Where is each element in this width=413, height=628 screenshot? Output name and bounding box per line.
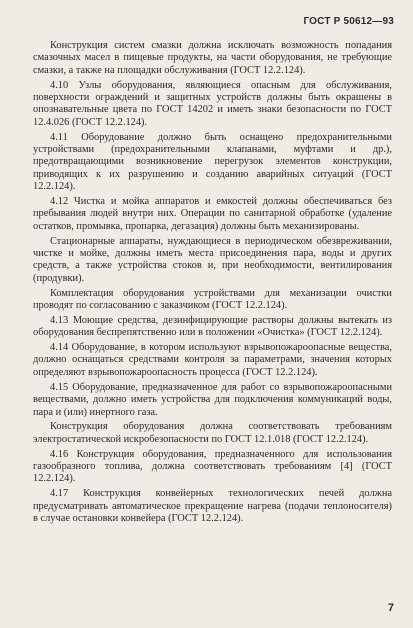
paragraph-4-11: 4.11 Оборудование должно быть оснащено предохранительными устройствами (предохранительными клапанами, муфтами и др.), предотвращающими возникновение перегрузок элементов конструкции, приводящих к их разрушению и созданию аварийных ситуаций (ГОСТ 12.2.124). <box>33 131 392 193</box>
paragraph-equipment-completeness: Комплектация оборудования устройствами для механизации очистки проводят по согласованию с заказчиком (ГОСТ 12.2.124). <box>33 287 392 312</box>
paragraph-4-16: 4.16 Конструкция оборудования, предназначенного для использования газообразного топлива, должна соответствовать требованиям [4] (ГОСТ 12.2.124). <box>33 448 392 485</box>
paragraph-4-14: 4.14 Оборудование, в котором используют взрывопожароопасные вещества, должно оснащаться средствами контроля за параметрами, значения которых определяют взрывопожароопасность процесса (ГОСТ 12.2.124). <box>33 342 392 378</box>
paragraph-4-12: 4.12 Чистка и мойка аппаратов и емкостей должны обеспечиваться без пребывания людей внутри них. Операции по санитарной обработке (удаление остатков, промывка, пропарка, дегазация) должны быть механизированы. <box>33 196 392 232</box>
paragraph-electrostatic: Конструкция оборудования должна соответствовать требованиям электростатической искробезопасности по ГОСТ 12.1.018 (ГОСТ 12.2.124). <box>33 421 392 445</box>
document-body <box>33 40 392 528</box>
document-header: ГОСТ Р 50612—93 <box>303 16 394 27</box>
paragraph-4-15: 4.15 Оборудование, предназначенное для работ со взрывопожароопасными веществами, должно иметь устройства для подключения коммуникаций воды, пара и (или) инертного газа. <box>33 381 392 418</box>
paragraph-stationary-apparatus: Стационарные аппараты, нуждающиеся в периодическом обезвреживании, чистке и мойке, должны иметь места присоединения пара, воды и других средств, а также устройства стоков и, при необходимости, вентилирования (продувки). <box>33 235 392 284</box>
paragraph-4-17: 4.17 Конструкция конвейерных технологических печей должна предусматривать автоматическое прекращение нагрева (подачи теплоносителя) в случае остановки конвейера (ГОСТ 12.2.124). <box>33 488 392 524</box>
page-number: 7 <box>387 602 394 614</box>
paragraph-lubrication: Конструкция систем смазки должна исключать возможность попадания смазочных масел в пищевые продукты, на части оборудования, не требующие смазки, а также на площадки обслуживания (ГОСТ 12.2.124). <box>33 40 392 76</box>
paragraph-4-13: 4.13 Моющие средства, дезинфицирующие растворы должны вытекать из оборудования беспрепятственно или в положении «Очистка» (ГОСТ 12.2.124). <box>33 314 392 339</box>
paragraph-4-10: 4.10 Узлы оборудования, являющиеся опасным для обслуживания, поверхности ограждений и защитных устройств должны быть окрашены в опознавательные цвета по ГОСТ 14202 и иметь знаки безопасности по ГОСТ 12.4.026 (ГОСТ 12.2.124). <box>33 79 392 128</box>
